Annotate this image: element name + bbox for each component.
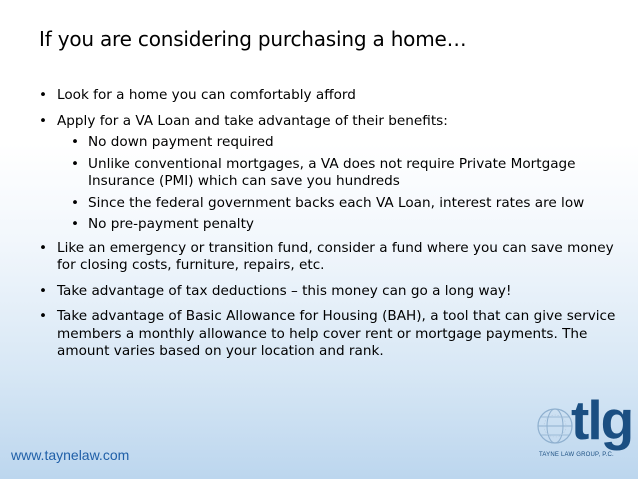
bullet-item: • Like an emergency or transition fund, consider a fund where you can save money for closing costs, furniture, repairs, etc. — [0, 240, 638, 275]
website-link[interactable]: www.taynelaw.com — [11, 447, 130, 463]
slide-title: If you are considering purchasing a home… — [39, 27, 467, 51]
sub-bullet-item: • No down payment required — [56, 134, 618, 152]
company-logo — [533, 389, 633, 466]
bullet-item: • Take advantage of tax deductions – this money can go a long way! — [0, 283, 638, 301]
slide-content — [0, 87, 638, 369]
sub-bullet-item: • No pre-payment penalty — [56, 216, 618, 234]
logo-tagline: TAYNE LAW GROUP, P.C. — [539, 452, 614, 458]
sub-bullet-list — [57, 134, 618, 234]
bullet-item: • Take advantage of Basic Allowance for Housing (BAH), a tool that can give service members a monthly allowance to help cover rent or mortgage payments. The amount varies based on your location and rank. — [0, 308, 638, 361]
sub-bullet-item: • Since the federal government backs each VA Loan, interest rates are low — [56, 195, 618, 213]
bullet-text: Apply for a VA Loan and take advantage of their benefits: — [57, 112, 448, 129]
sub-bullet-item: • Unlike conventional mortgages, a VA does not require Private Mortgage Insurance (PMI) which can save you hundreds — [56, 156, 618, 191]
globe-icon — [535, 406, 575, 446]
bullet-item — [0, 113, 638, 234]
bullet-item: • Look for a home you can comfortably afford — [0, 87, 638, 105]
logo-mark: tlg — [571, 389, 633, 451]
bullet-list — [0, 87, 638, 361]
